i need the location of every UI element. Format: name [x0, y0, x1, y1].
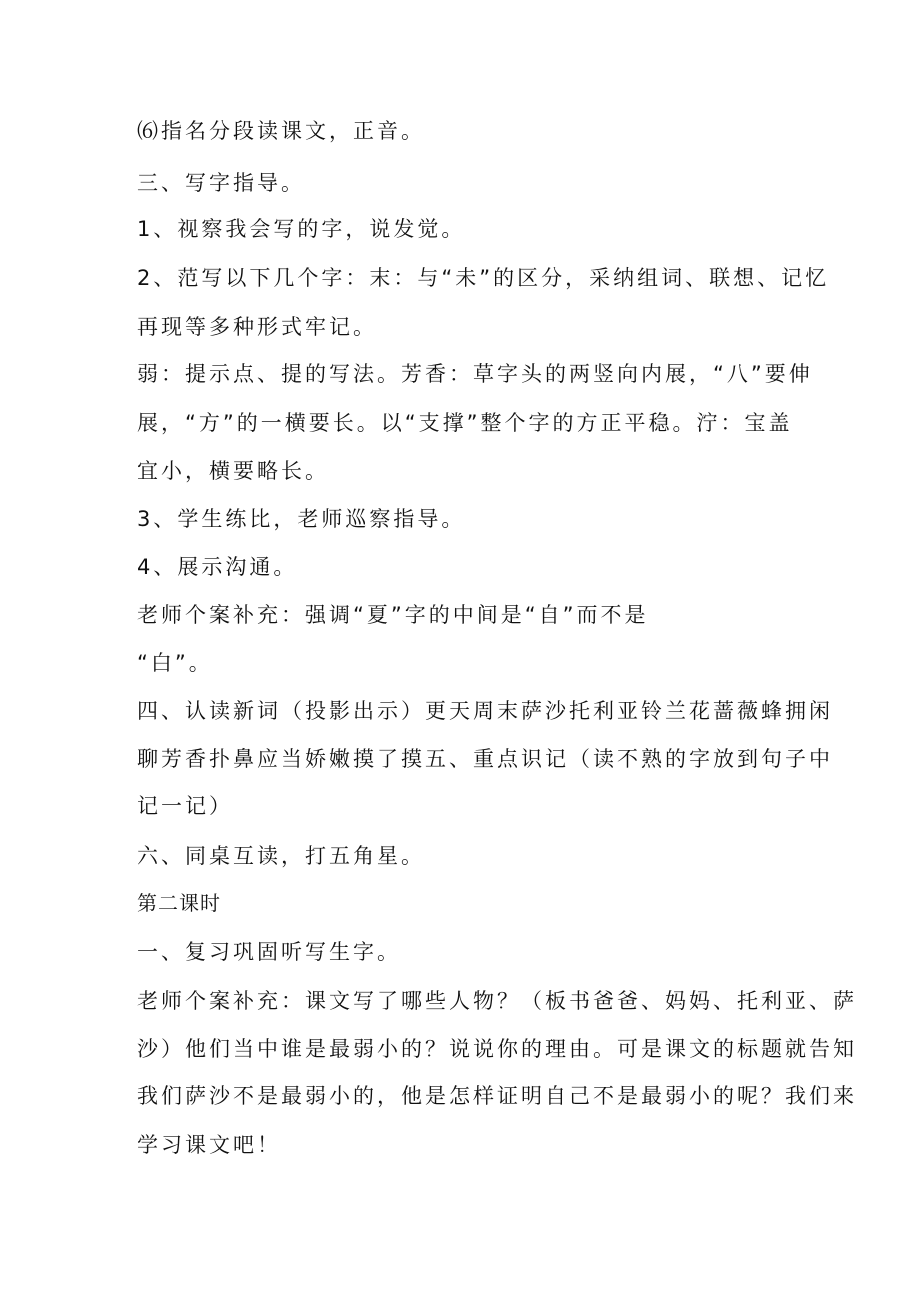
text-line: 展，“方”的一横要长。以“支撑”整个字的方正平稳。泞：宝盖 [137, 411, 793, 435]
text-line: 弱：提示点、提的写法。芳香：草字头的两竖向内展，“八”要伸 [137, 362, 813, 386]
text-line: 2、范写以下几个字：末：与“未”的区分，采纳组词、联想、记忆 [137, 266, 830, 290]
text-line: 我们萨沙不是最弱小的，他是怎样证明自己不是最弱小的呢？我们来 [137, 1084, 857, 1108]
text-line: 老师个案补充：强调“夏”字的中间是“自”而不是 [137, 603, 649, 627]
text-line: 宜小，横要略长。 [137, 459, 329, 483]
text-line: 聊芳香扑鼻应当娇嫩摸了摸五、重点识记（读不熟的字放到句子中 [137, 747, 833, 771]
text-line: 沙）他们当中谁是最弱小的？说说你的理由。可是课文的标题就告知 [137, 1037, 857, 1061]
text-line: 3、学生练比，老师巡察指导。 [137, 507, 466, 531]
text-line: “白”。 [137, 651, 213, 675]
text-line: 1、视察我会写的字，说发觉。 [137, 217, 466, 241]
text-line: 学习课文吧！ [137, 1133, 281, 1157]
text-line: 三、写字指导。 [137, 171, 305, 195]
text-line: 四、认读新词（投影出示）更天周末萨沙托利亚铃兰花蔷薇蜂拥闲 [137, 699, 833, 723]
text-line: 六、同桌互读，打五角星。 [137, 844, 425, 868]
text-line: 4、展示沟通。 [137, 555, 298, 579]
section-heading: 第二课时 [137, 891, 221, 915]
text-line: 老师个案补充：课文写了哪些人物？（板书爸爸、妈妈、托利亚、萨 [137, 989, 857, 1013]
text-line: ⑹指名分段读课文，正音。 [137, 119, 425, 143]
text-line: 一、复习巩固听写生字。 [137, 940, 401, 964]
text-line: 再现等多种形式牢记。 [137, 315, 377, 339]
text-line: 记一记） [137, 794, 233, 818]
